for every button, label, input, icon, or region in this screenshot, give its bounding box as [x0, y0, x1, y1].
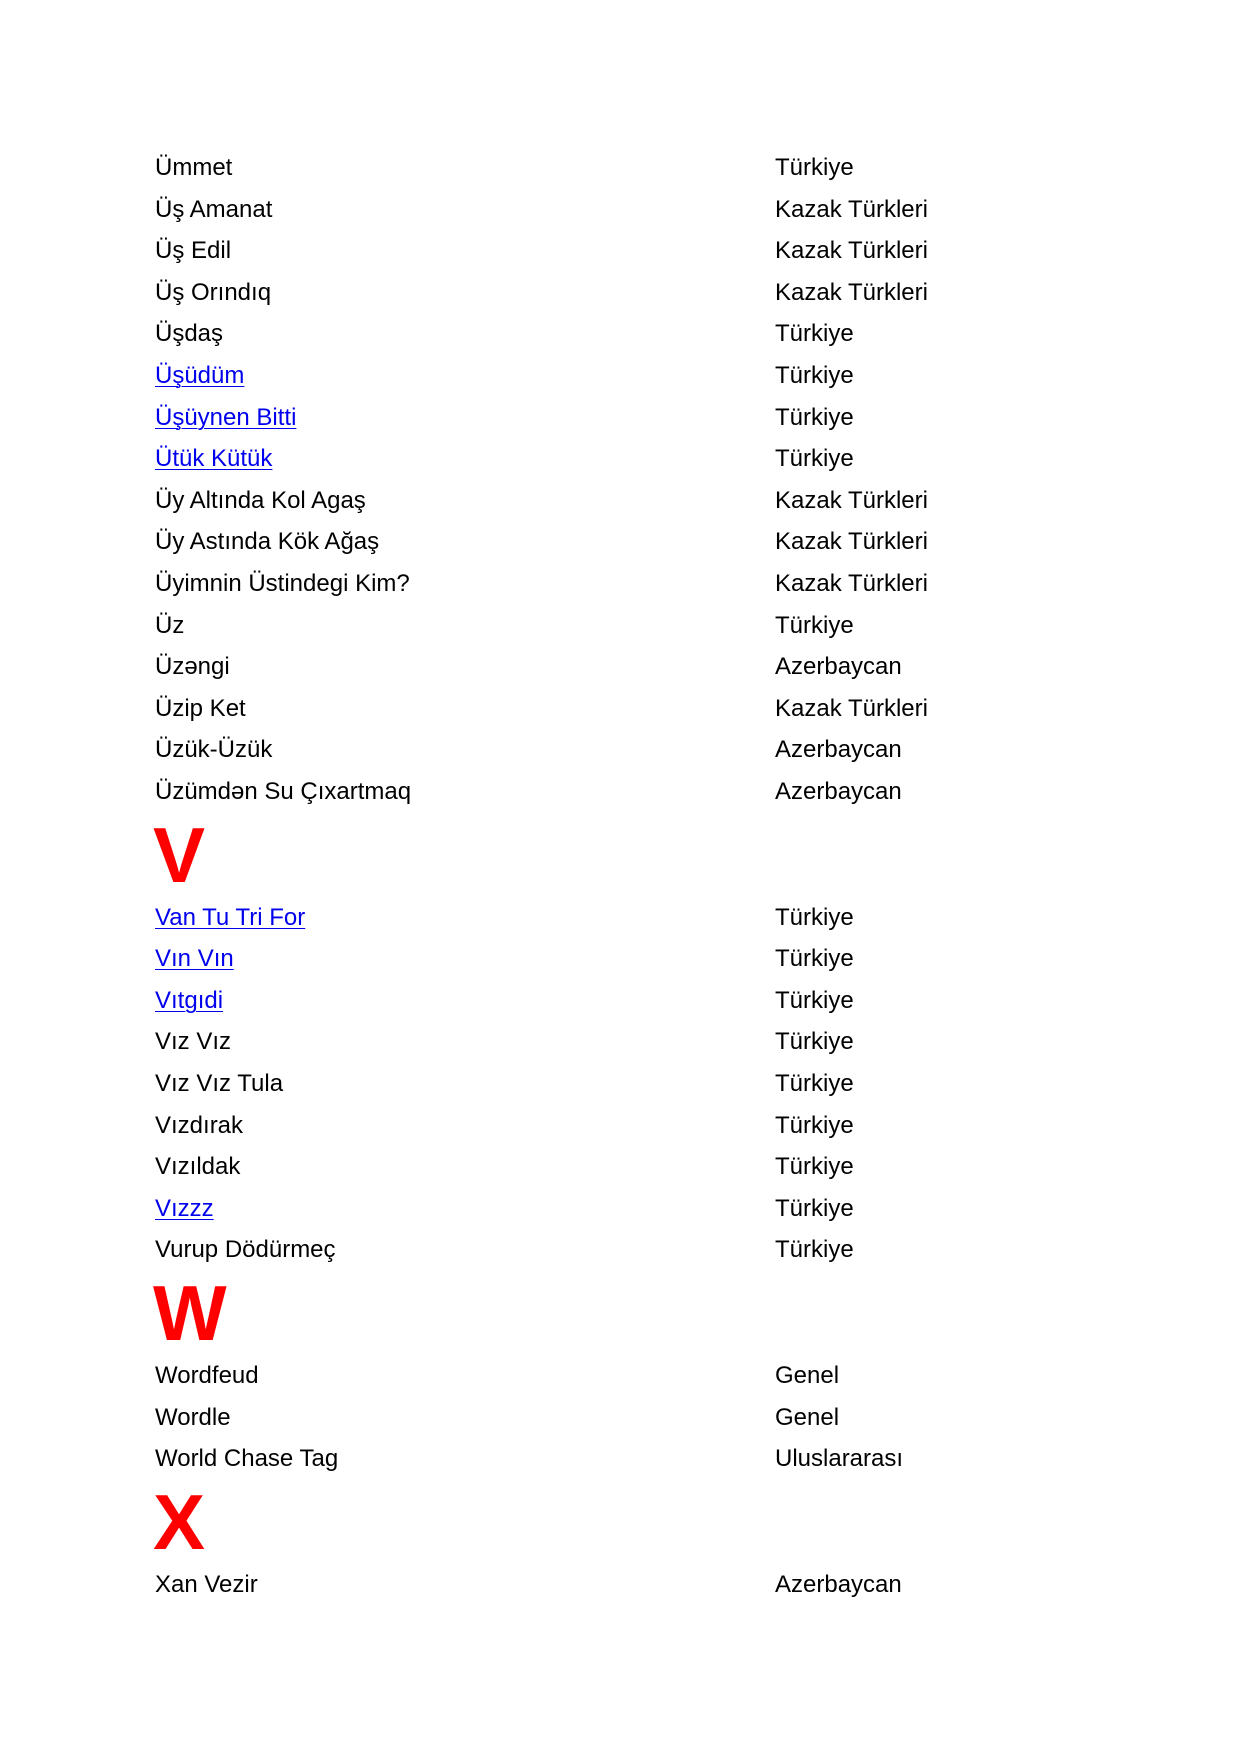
region-label: Genel	[775, 1362, 840, 1389]
region-label: Türkiye	[775, 1070, 854, 1097]
section-letter-v: V	[153, 810, 206, 899]
game-name: Üz	[155, 612, 185, 639]
region-label: Kazak Türkleri	[775, 528, 928, 555]
list-item	[155, 189, 1055, 231]
list-item[interactable]	[155, 897, 1055, 939]
list-item	[155, 521, 1055, 563]
list-item	[155, 230, 1055, 272]
game-name: Vurup Dödürmeç	[155, 1236, 336, 1263]
region-label: Uluslararası	[775, 1445, 904, 1472]
region-label: Türkiye	[775, 154, 854, 181]
region-label: Türkiye	[775, 1236, 854, 1263]
list-item[interactable]	[155, 938, 1055, 980]
section-letter-x: X	[153, 1477, 206, 1566]
list-item	[155, 1438, 1055, 1480]
list-item[interactable]	[155, 980, 1055, 1022]
game-name: Vızdırak	[155, 1112, 244, 1139]
game-name: Üzip Ket	[155, 695, 246, 722]
region-label: Türkiye	[775, 1112, 854, 1139]
region-label: Azerbaycan	[775, 736, 902, 763]
game-name: Üzəngi	[155, 653, 230, 680]
game-name: Üy Astında Kök Ağaş	[155, 528, 380, 555]
region-label: Azerbaycan	[775, 1571, 902, 1598]
region-label: Kazak Türkleri	[775, 487, 928, 514]
list-item	[155, 1021, 1055, 1063]
game-name: Üy Altında Kol Agaş	[155, 487, 366, 514]
section-letter-w: W	[153, 1269, 227, 1357]
region-label: Azerbaycan	[775, 653, 902, 680]
list-item	[155, 1105, 1055, 1147]
region-label: Kazak Türkleri	[775, 196, 928, 223]
list-item	[155, 771, 1055, 813]
list-item	[155, 1355, 1055, 1397]
game-name: Vızıldak	[155, 1153, 241, 1180]
region-label: Türkiye	[775, 1195, 854, 1222]
list-item	[155, 147, 1055, 189]
game-name: Üş Orındıq	[155, 279, 272, 306]
list-item[interactable]	[155, 355, 1055, 397]
list-item	[155, 729, 1055, 771]
game-name-link[interactable]: Vızzz	[155, 1195, 214, 1222]
region-label: Kazak Türkleri	[775, 237, 928, 264]
region-label: Türkiye	[775, 1153, 854, 1180]
list-item	[155, 480, 1055, 522]
region-label: Azerbaycan	[775, 778, 902, 805]
region-label: Kazak Türkleri	[775, 279, 928, 306]
region-label: Türkiye	[775, 362, 854, 389]
list-item	[155, 563, 1055, 605]
game-name-link[interactable]: Üşüynen Bitti	[155, 404, 297, 431]
list-item	[155, 272, 1055, 314]
game-name: Vız Vız	[155, 1028, 232, 1055]
game-name: Üzük-Üzük	[155, 736, 273, 763]
game-name: Ümmet	[155, 154, 233, 181]
region-label: Türkiye	[775, 987, 854, 1014]
region-label: Türkiye	[775, 1028, 854, 1055]
list-item	[155, 1063, 1055, 1105]
game-name: Üş Edil	[155, 237, 232, 264]
list-item	[155, 1397, 1055, 1439]
list-item	[155, 313, 1055, 355]
list-item	[155, 646, 1055, 688]
list-item	[155, 1229, 1055, 1271]
game-name: Xan Vezir	[155, 1571, 258, 1598]
list-item	[155, 688, 1055, 730]
list-item	[155, 1564, 1055, 1606]
game-name-link[interactable]: Ütük Kütük	[155, 445, 273, 472]
game-name: Vız Vız Tula	[155, 1070, 284, 1097]
region-label: Türkiye	[775, 320, 854, 347]
game-name: Üşdaş	[155, 320, 224, 347]
region-label: Türkiye	[775, 404, 854, 431]
region-label: Türkiye	[775, 945, 854, 972]
game-name: Wordle	[155, 1404, 231, 1431]
game-name: Wordfeud	[155, 1362, 259, 1389]
game-name: World Chase Tag	[155, 1445, 339, 1472]
game-name-link[interactable]: Van Tu Tri For	[155, 904, 306, 931]
list-item[interactable]	[155, 1188, 1055, 1230]
game-name: Üş Amanat	[155, 196, 273, 223]
game-name-link[interactable]: Vın Vın	[155, 945, 234, 972]
list-item[interactable]	[155, 397, 1055, 439]
game-name: Üyimnin Üstindegi Kim?	[155, 570, 410, 597]
list-item	[155, 1146, 1055, 1188]
game-name-link[interactable]: Vıtgıdi	[155, 987, 224, 1014]
region-label: Kazak Türkleri	[775, 695, 928, 722]
region-label: Kazak Türkleri	[775, 570, 928, 597]
list-item	[155, 605, 1055, 647]
game-name: Üzümdən Su Çıxartmaq	[155, 778, 412, 805]
region-label: Türkiye	[775, 612, 854, 639]
region-label: Türkiye	[775, 445, 854, 472]
game-name-link[interactable]: Üşüdüm	[155, 362, 245, 389]
region-label: Genel	[775, 1404, 840, 1431]
region-label: Türkiye	[775, 904, 854, 931]
list-item[interactable]	[155, 438, 1055, 480]
